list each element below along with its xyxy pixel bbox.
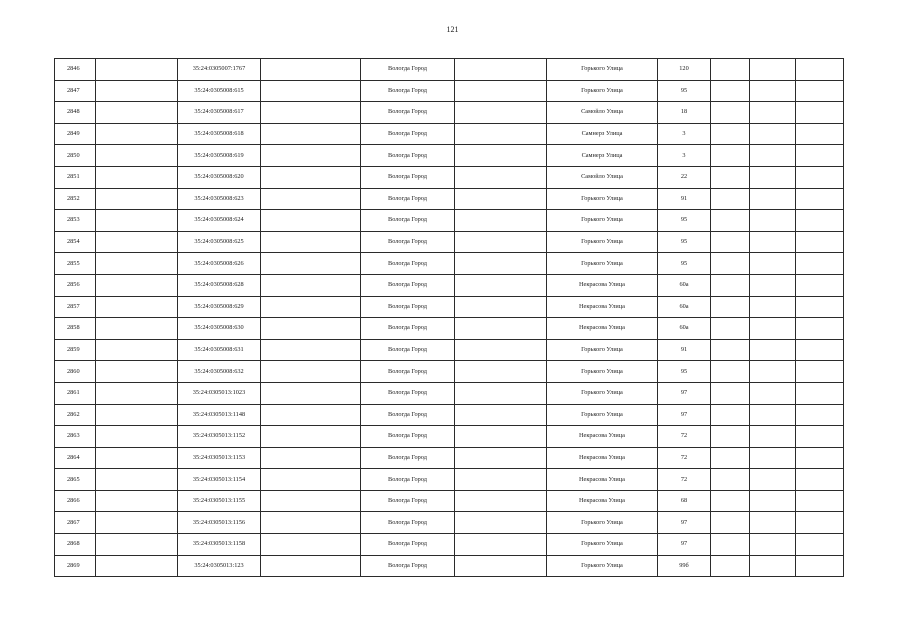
empty-cell <box>796 534 844 556</box>
empty-cell <box>96 296 178 318</box>
empty-cell <box>261 490 361 512</box>
empty-cell <box>96 512 178 534</box>
row-number-cell: 2864 <box>55 447 96 469</box>
registry-table-body <box>55 59 844 577</box>
table-row <box>55 490 844 512</box>
cadastral-number-cell: 35:24:0305008:626 <box>178 253 261 275</box>
house-number-cell: 22 <box>658 166 711 188</box>
empty-cell <box>711 469 750 491</box>
cadastral-number-cell: 35:24:0305008:625 <box>178 231 261 253</box>
street-cell: Горького Улица <box>547 59 658 81</box>
house-number-cell: 60а <box>658 296 711 318</box>
street-cell: Горького Улица <box>547 512 658 534</box>
empty-cell <box>796 404 844 426</box>
empty-cell <box>261 210 361 232</box>
empty-cell <box>796 361 844 383</box>
empty-cell <box>750 166 796 188</box>
cadastral-number-cell: 35:24:0305008:618 <box>178 123 261 145</box>
empty-cell <box>711 490 750 512</box>
table-row <box>55 102 844 124</box>
empty-cell <box>96 102 178 124</box>
house-number-cell: 95 <box>658 253 711 275</box>
house-number-cell: 3 <box>658 145 711 167</box>
cadastral-number-cell: 35:24:0305013:1148 <box>178 404 261 426</box>
street-cell: Горького Улица <box>547 404 658 426</box>
empty-cell <box>455 382 547 404</box>
cadastral-number-cell: 35:24:0305008:631 <box>178 339 261 361</box>
empty-cell <box>455 404 547 426</box>
empty-cell <box>261 231 361 253</box>
empty-cell <box>711 318 750 340</box>
locality-cell: Вологда Город <box>361 253 455 275</box>
table-row <box>55 318 844 340</box>
empty-cell <box>796 447 844 469</box>
row-number-cell: 2855 <box>55 253 96 275</box>
empty-cell <box>261 274 361 296</box>
row-number-cell: 2850 <box>55 145 96 167</box>
table-row <box>55 145 844 167</box>
house-number-cell: 72 <box>658 447 711 469</box>
page-number: 121 <box>446 25 459 34</box>
empty-cell <box>96 361 178 383</box>
empty-cell <box>96 188 178 210</box>
empty-cell <box>711 210 750 232</box>
street-cell: Некрасова Улица <box>547 447 658 469</box>
street-cell: Некрасова Улица <box>547 426 658 448</box>
table-row <box>55 210 844 232</box>
locality-cell: Вологда Город <box>361 555 455 577</box>
locality-cell: Вологда Город <box>361 102 455 124</box>
table-row <box>55 469 844 491</box>
empty-cell <box>96 426 178 448</box>
locality-cell: Вологда Город <box>361 534 455 556</box>
street-cell: Самнерз Улица <box>547 123 658 145</box>
house-number-cell: 91 <box>658 188 711 210</box>
street-cell: Горького Улица <box>547 210 658 232</box>
empty-cell <box>261 318 361 340</box>
cadastral-number-cell: 35:24:0305013:1156 <box>178 512 261 534</box>
empty-cell <box>750 296 796 318</box>
empty-cell <box>711 339 750 361</box>
empty-cell <box>750 274 796 296</box>
empty-cell <box>750 490 796 512</box>
locality-cell: Вологда Город <box>361 188 455 210</box>
street-cell: Самнерз Улица <box>547 145 658 167</box>
cadastral-number-cell: 35:24:0305013:1023 <box>178 382 261 404</box>
empty-cell <box>750 447 796 469</box>
row-number-cell: 2849 <box>55 123 96 145</box>
empty-cell <box>796 274 844 296</box>
empty-cell <box>261 382 361 404</box>
row-number-cell: 2869 <box>55 555 96 577</box>
cadastral-number-cell: 35:24:0305008:624 <box>178 210 261 232</box>
house-number-cell: 72 <box>658 469 711 491</box>
street-cell: Горького Улица <box>547 555 658 577</box>
empty-cell <box>711 404 750 426</box>
empty-cell <box>796 102 844 124</box>
empty-cell <box>711 447 750 469</box>
street-cell: Некрасова Улица <box>547 274 658 296</box>
empty-cell <box>455 426 547 448</box>
locality-cell: Вологда Город <box>361 59 455 81</box>
house-number-cell: 97 <box>658 382 711 404</box>
house-number-cell: 3 <box>658 123 711 145</box>
empty-cell <box>96 469 178 491</box>
table-row <box>55 512 844 534</box>
empty-cell <box>96 274 178 296</box>
cadastral-number-cell: 35:24:0305013:1152 <box>178 426 261 448</box>
empty-cell <box>796 80 844 102</box>
registry-table <box>54 58 844 577</box>
house-number-cell: 120 <box>658 59 711 81</box>
empty-cell <box>796 490 844 512</box>
street-cell: Некрасова Улица <box>547 469 658 491</box>
locality-cell: Вологда Город <box>361 382 455 404</box>
empty-cell <box>796 426 844 448</box>
empty-cell <box>455 102 547 124</box>
empty-cell <box>796 512 844 534</box>
locality-cell: Вологда Город <box>361 274 455 296</box>
street-cell: Горького Улица <box>547 253 658 275</box>
row-number-cell: 2848 <box>55 102 96 124</box>
empty-cell <box>711 166 750 188</box>
empty-cell <box>711 361 750 383</box>
row-number-cell: 2858 <box>55 318 96 340</box>
street-cell: Горького Улица <box>547 231 658 253</box>
empty-cell <box>711 274 750 296</box>
empty-cell <box>711 123 750 145</box>
street-cell: Самойло Улица <box>547 166 658 188</box>
empty-cell <box>455 188 547 210</box>
cadastral-number-cell: 35:24:0305008:617 <box>178 102 261 124</box>
empty-cell <box>96 404 178 426</box>
house-number-cell: 95 <box>658 80 711 102</box>
empty-cell <box>96 555 178 577</box>
locality-cell: Вологда Город <box>361 339 455 361</box>
empty-cell <box>750 361 796 383</box>
house-number-cell: 60а <box>658 274 711 296</box>
empty-cell <box>711 188 750 210</box>
empty-cell <box>796 166 844 188</box>
street-cell: Горького Улица <box>547 339 658 361</box>
empty-cell <box>455 555 547 577</box>
table-row <box>55 534 844 556</box>
cadastral-number-cell: 35:24:0305008:615 <box>178 80 261 102</box>
empty-cell <box>796 382 844 404</box>
locality-cell: Вологда Город <box>361 512 455 534</box>
empty-cell <box>96 339 178 361</box>
empty-cell <box>261 447 361 469</box>
empty-cell <box>796 188 844 210</box>
empty-cell <box>750 555 796 577</box>
house-number-cell: 72 <box>658 426 711 448</box>
empty-cell <box>455 210 547 232</box>
cadastral-number-cell: 35:24:0305013:1158 <box>178 534 261 556</box>
empty-cell <box>750 231 796 253</box>
empty-cell <box>796 59 844 81</box>
empty-cell <box>796 123 844 145</box>
empty-cell <box>455 166 547 188</box>
empty-cell <box>455 296 547 318</box>
cadastral-number-cell: 35:24:0305008:632 <box>178 361 261 383</box>
table-row <box>55 404 844 426</box>
row-number-cell: 2847 <box>55 80 96 102</box>
empty-cell <box>455 447 547 469</box>
cadastral-number-cell: 35:24:0305007:1767 <box>178 59 261 81</box>
empty-cell <box>711 59 750 81</box>
street-cell: Некрасова Улица <box>547 490 658 512</box>
empty-cell <box>455 490 547 512</box>
table-row <box>55 426 844 448</box>
table-row <box>55 296 844 318</box>
empty-cell <box>750 318 796 340</box>
empty-cell <box>750 102 796 124</box>
cadastral-number-cell: 35:24:0305013:1153 <box>178 447 261 469</box>
cadastral-number-cell: 35:24:0305008:628 <box>178 274 261 296</box>
street-cell: Самойло Улица <box>547 102 658 124</box>
row-number-cell: 2860 <box>55 361 96 383</box>
empty-cell <box>750 253 796 275</box>
empty-cell <box>750 426 796 448</box>
empty-cell <box>711 426 750 448</box>
empty-cell <box>96 80 178 102</box>
empty-cell <box>796 339 844 361</box>
cadastral-number-cell: 35:24:0305013:1154 <box>178 469 261 491</box>
empty-cell <box>261 59 361 81</box>
empty-cell <box>750 123 796 145</box>
empty-cell <box>96 318 178 340</box>
table-row <box>55 80 844 102</box>
house-number-cell: 60а <box>658 318 711 340</box>
empty-cell <box>96 382 178 404</box>
row-number-cell: 2846 <box>55 59 96 81</box>
empty-cell <box>261 426 361 448</box>
empty-cell <box>796 296 844 318</box>
empty-cell <box>750 512 796 534</box>
row-number-cell: 2866 <box>55 490 96 512</box>
locality-cell: Вологда Город <box>361 318 455 340</box>
empty-cell <box>750 469 796 491</box>
house-number-cell: 97 <box>658 404 711 426</box>
row-number-cell: 2856 <box>55 274 96 296</box>
empty-cell <box>455 534 547 556</box>
empty-cell <box>96 123 178 145</box>
street-cell: Горького Улица <box>547 361 658 383</box>
locality-cell: Вологда Город <box>361 447 455 469</box>
row-number-cell: 2853 <box>55 210 96 232</box>
house-number-cell: 95 <box>658 231 711 253</box>
house-number-cell: 68 <box>658 490 711 512</box>
row-number-cell: 2868 <box>55 534 96 556</box>
locality-cell: Вологда Город <box>361 404 455 426</box>
empty-cell <box>455 145 547 167</box>
table-row <box>55 361 844 383</box>
empty-cell <box>455 512 547 534</box>
cadastral-number-cell: 35:24:0305013:1155 <box>178 490 261 512</box>
house-number-cell: 95 <box>658 361 711 383</box>
house-number-cell: 99б <box>658 555 711 577</box>
locality-cell: Вологда Город <box>361 210 455 232</box>
empty-cell <box>455 123 547 145</box>
empty-cell <box>96 231 178 253</box>
house-number-cell: 97 <box>658 512 711 534</box>
empty-cell <box>711 512 750 534</box>
empty-cell <box>261 296 361 318</box>
table-row <box>55 555 844 577</box>
empty-cell <box>750 339 796 361</box>
empty-cell <box>261 123 361 145</box>
empty-cell <box>711 534 750 556</box>
street-cell: Некрасова Улица <box>547 296 658 318</box>
row-number-cell: 2859 <box>55 339 96 361</box>
empty-cell <box>455 80 547 102</box>
empty-cell <box>96 166 178 188</box>
empty-cell <box>750 59 796 81</box>
empty-cell <box>796 231 844 253</box>
house-number-cell: 95 <box>658 210 711 232</box>
table-row <box>55 447 844 469</box>
empty-cell <box>261 339 361 361</box>
empty-cell <box>261 102 361 124</box>
empty-cell <box>96 210 178 232</box>
empty-cell <box>455 318 547 340</box>
row-number-cell: 2852 <box>55 188 96 210</box>
empty-cell <box>750 188 796 210</box>
row-number-cell: 2862 <box>55 404 96 426</box>
empty-cell <box>455 253 547 275</box>
house-number-cell: 97 <box>658 534 711 556</box>
empty-cell <box>96 490 178 512</box>
empty-cell <box>455 361 547 383</box>
table-row <box>55 59 844 81</box>
empty-cell <box>261 166 361 188</box>
cadastral-number-cell: 35:24:0305008:619 <box>178 145 261 167</box>
locality-cell: Вологда Город <box>361 361 455 383</box>
table-row <box>55 339 844 361</box>
empty-cell <box>711 231 750 253</box>
table-row <box>55 382 844 404</box>
empty-cell <box>261 404 361 426</box>
empty-cell <box>750 210 796 232</box>
locality-cell: Вологда Город <box>361 296 455 318</box>
empty-cell <box>455 59 547 81</box>
locality-cell: Вологда Город <box>361 145 455 167</box>
empty-cell <box>796 210 844 232</box>
cadastral-number-cell: 35:24:0305008:630 <box>178 318 261 340</box>
cadastral-number-cell: 35:24:0305008:623 <box>178 188 261 210</box>
row-number-cell: 2865 <box>55 469 96 491</box>
empty-cell <box>96 534 178 556</box>
table-row <box>55 231 844 253</box>
row-number-cell: 2861 <box>55 382 96 404</box>
empty-cell <box>796 145 844 167</box>
empty-cell <box>750 145 796 167</box>
empty-cell <box>750 80 796 102</box>
empty-cell <box>796 318 844 340</box>
empty-cell <box>455 469 547 491</box>
locality-cell: Вологда Город <box>361 80 455 102</box>
row-number-cell: 2851 <box>55 166 96 188</box>
empty-cell <box>261 555 361 577</box>
empty-cell <box>711 80 750 102</box>
table-row <box>55 274 844 296</box>
locality-cell: Вологда Город <box>361 426 455 448</box>
house-number-cell: 18 <box>658 102 711 124</box>
empty-cell <box>261 512 361 534</box>
cadastral-number-cell: 35:24:0305013:123 <box>178 555 261 577</box>
table-row <box>55 253 844 275</box>
row-number-cell: 2863 <box>55 426 96 448</box>
table-row <box>55 166 844 188</box>
house-number-cell: 91 <box>658 339 711 361</box>
empty-cell <box>455 339 547 361</box>
street-cell: Горького Улица <box>547 80 658 102</box>
empty-cell <box>711 382 750 404</box>
empty-cell <box>261 469 361 491</box>
empty-cell <box>261 534 361 556</box>
cadastral-number-cell: 35:24:0305008:620 <box>178 166 261 188</box>
street-cell: Горького Улица <box>547 534 658 556</box>
empty-cell <box>711 296 750 318</box>
locality-cell: Вологда Город <box>361 123 455 145</box>
row-number-cell: 2867 <box>55 512 96 534</box>
empty-cell <box>750 404 796 426</box>
locality-cell: Вологда Город <box>361 231 455 253</box>
empty-cell <box>711 253 750 275</box>
empty-cell <box>261 253 361 275</box>
empty-cell <box>96 253 178 275</box>
empty-cell <box>711 555 750 577</box>
empty-cell <box>796 555 844 577</box>
empty-cell <box>261 188 361 210</box>
empty-cell <box>455 274 547 296</box>
locality-cell: Вологда Город <box>361 490 455 512</box>
empty-cell <box>796 469 844 491</box>
row-number-cell: 2857 <box>55 296 96 318</box>
empty-cell <box>261 145 361 167</box>
row-number-cell: 2854 <box>55 231 96 253</box>
locality-cell: Вологда Город <box>361 166 455 188</box>
empty-cell <box>455 231 547 253</box>
empty-cell <box>261 80 361 102</box>
empty-cell <box>96 145 178 167</box>
empty-cell <box>796 253 844 275</box>
table-row <box>55 188 844 210</box>
street-cell: Некрасова Улица <box>547 318 658 340</box>
cadastral-number-cell: 35:24:0305008:629 <box>178 296 261 318</box>
empty-cell <box>750 382 796 404</box>
empty-cell <box>711 145 750 167</box>
locality-cell: Вологда Город <box>361 469 455 491</box>
street-cell: Горького Улица <box>547 382 658 404</box>
empty-cell <box>261 361 361 383</box>
empty-cell <box>96 59 178 81</box>
street-cell: Горького Улица <box>547 188 658 210</box>
table-row <box>55 123 844 145</box>
empty-cell <box>750 534 796 556</box>
empty-cell <box>96 447 178 469</box>
empty-cell <box>711 102 750 124</box>
